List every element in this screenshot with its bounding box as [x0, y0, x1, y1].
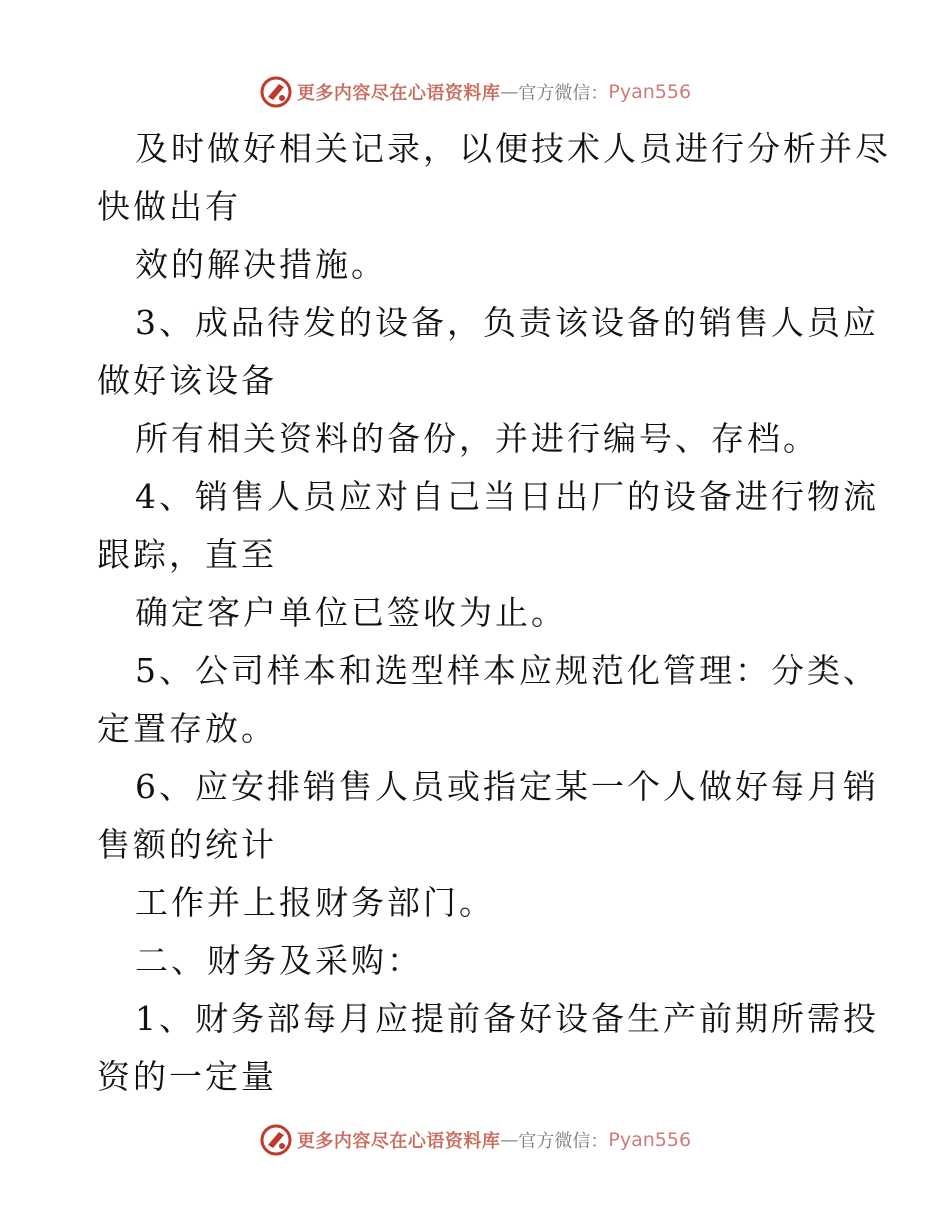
body-line: 快做出有 [97, 187, 241, 226]
body-line: 售额的统计 [97, 825, 277, 864]
body-line: 1、财务部每月应提前备好设备生产前期所需投 [135, 999, 879, 1038]
watermark-brand-text: 更多内容尽在心语资料库 [296, 1131, 501, 1152]
body-line: 及时做好相关记录，以便技术人员进行分析并尽 [135, 129, 891, 168]
header-watermark [0, 72, 950, 112]
body-line: 定置存放。 [97, 709, 277, 748]
body-line: 确定客户单位已签收为止。 [135, 593, 567, 632]
watermark-wechat-id: Pyan556 [608, 1129, 692, 1151]
watermark-separator: — [500, 1129, 519, 1151]
brand-logo-icon [259, 1123, 293, 1157]
watermark-brand-text: 更多内容尽在心语资料库 [296, 83, 501, 104]
body-line: 3、成品待发的设备，负责该设备的销售人员应 [135, 303, 879, 342]
watermark-wechat-id: Pyan556 [608, 81, 692, 103]
brand-logo-icon [259, 75, 293, 109]
body-line: 6、应安排销售人员或指定某一个人做好每月销 [135, 767, 879, 806]
watermark-wechat-label: 官方微信： [518, 1131, 609, 1152]
body-line: 效的解决措施。 [135, 245, 387, 284]
body-line: 做好该设备 [97, 361, 277, 400]
body-line: 工作并上报财务部门。 [135, 883, 495, 922]
document-body [97, 120, 891, 1106]
body-line: 所有相关资料的备份，并进行编号、存档。 [135, 419, 819, 458]
section-heading: 二、财务及采购： [135, 941, 423, 980]
body-line: 跟踪，直至 [97, 535, 277, 574]
footer-watermark [0, 1120, 950, 1160]
body-line: 5、公司样本和选型样本应规范化管理：分类、 [135, 651, 879, 690]
body-line: 资的一定量 [97, 1057, 277, 1096]
watermark-separator: — [500, 81, 519, 103]
body-line: 4、销售人员应对自己当日出厂的设备进行物流 [135, 477, 879, 516]
watermark-wechat-label: 官方微信： [518, 83, 609, 104]
